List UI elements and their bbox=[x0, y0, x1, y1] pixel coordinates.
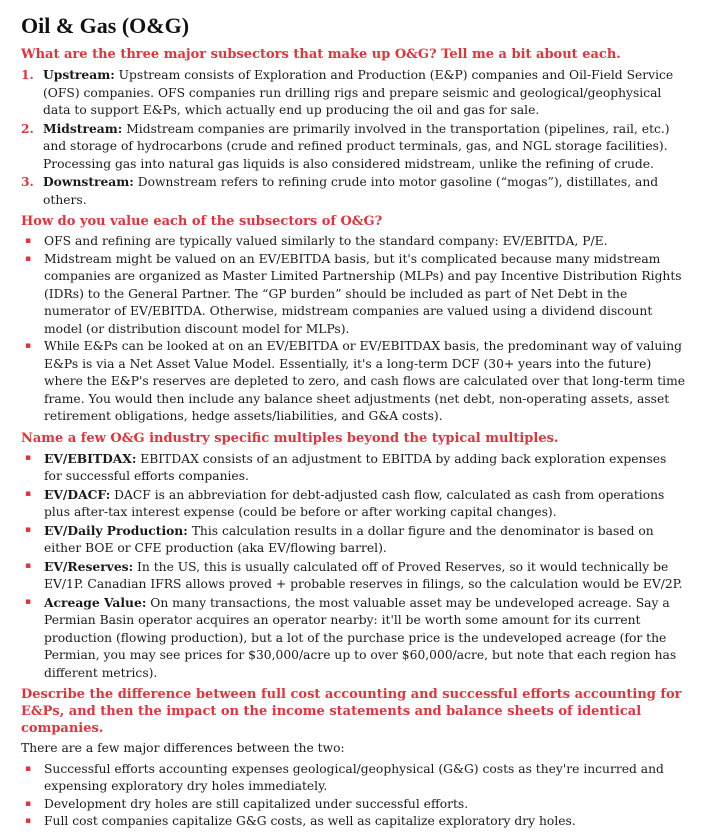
list-item bbox=[21, 251, 688, 339]
question-multiples: Name a few O&G industry specific multiples beyond the typical multiples. bbox=[21, 430, 559, 446]
item-text: Midstream companies are primarily involved in the transportation (pipelines, rail, etc.) and storage of hydrocarbons (crude and refined product terminals, gas, and NGL storage facilities). Processing gas into natural gas liquids is also considered midstream, unlike the refining of crude. bbox=[43, 121, 670, 171]
list-item bbox=[21, 813, 688, 831]
list-item bbox=[21, 120, 688, 174]
question-valuation: How do you value each of the subsectors of O&G? bbox=[21, 214, 383, 229]
list-item bbox=[21, 173, 688, 209]
bullet-icon: ▪ bbox=[25, 798, 32, 809]
item-text: Upstream consists of Exploration and Production (E&P) companies and Oil-Field Service (OFS) companies. OFS companies run drilling rigs and prepare seismic and geological/geophysical data to support E&Ps, which actually end up producing the oil and gas for sale. bbox=[43, 68, 674, 117]
item-text: While E&Ps can be looked at on an EV/EBITDA or EV/EBITDAX basis, the predominant way of valuing E&Ps is via a Net Asset Value Model. Essentially, it's a long-term DCF (30+ years into the future) where the E&P's reserves are depleted to zero, and cash flows are calculated over that long-term time frame. You would then include any balance sheet adjustments (net debt, non-operating assets, asset retirement obligations, hedge assets/liabilities, and G&A costs). bbox=[44, 339, 686, 423]
bullet-icon: ▪ bbox=[25, 341, 32, 351]
item-text: EBITDAX consists of an adjustment to EBITDA by adding back exploration expenses for successful efforts companies. bbox=[44, 451, 667, 483]
item-number: 1. bbox=[21, 67, 34, 82]
item-text: OFS and refining are typically valued similarly to the standard company: EV/EBITDA, P/E. bbox=[44, 234, 608, 248]
item-number: 2. bbox=[21, 120, 34, 136]
accounting-intro: There are a few major differences between the two: bbox=[21, 741, 345, 755]
item-term: EV/Daily Production: bbox=[44, 522, 188, 538]
bullet-icon: ▪ bbox=[25, 253, 32, 264]
item-term: EV/EBITDAX: bbox=[44, 450, 137, 466]
list-item bbox=[21, 522, 688, 558]
list-item bbox=[21, 761, 688, 796]
bullet-icon: ▪ bbox=[25, 452, 32, 463]
item-term: Midstream: bbox=[43, 120, 123, 136]
list-item bbox=[21, 486, 688, 522]
list-item bbox=[21, 796, 688, 814]
bullet-icon: ▪ bbox=[25, 816, 32, 826]
list-item bbox=[21, 594, 688, 683]
accounting-list bbox=[21, 761, 688, 831]
list-item bbox=[21, 338, 688, 426]
item-term: Downstream: bbox=[43, 174, 134, 189]
item-term: EV/DACF: bbox=[44, 486, 111, 502]
bullet-icon: ▪ bbox=[25, 488, 32, 499]
item-term: EV/Reserves: bbox=[44, 558, 134, 574]
list-item bbox=[21, 66, 688, 120]
bullet-icon: ▪ bbox=[25, 560, 32, 571]
item-term: Upstream: bbox=[43, 67, 115, 82]
page-title: Oil & Gas (O&G) bbox=[21, 13, 190, 38]
item-text: On many transactions, the most valuable asset may be undeveloped acreage. Say a Permian Basin operator acquires an operator nearby: it'll be worth some amount for its current production (flowing production), but a lot of the purchase price is the undeveloped acreage (for the Permian, you may see prices for $30,000/acre up to over $60,000/acre, but note that each region has different metrics). bbox=[44, 595, 677, 680]
list-item bbox=[21, 450, 688, 486]
item-number: 3. bbox=[21, 174, 34, 189]
bullet-icon: ▪ bbox=[25, 763, 32, 774]
list-item bbox=[21, 233, 688, 251]
item-text: In the US, this is usually calculated off of Proved Reserves, so it would technically be EV/1P. Canadian IFRS allows proved + probable reserves in filings, so the calculation would be EV/2P. bbox=[44, 559, 683, 591]
item-text: DACF is an abbreviation for debt-adjusted cash flow, calculated as cash from operations plus after-tax interest expense (could be before or after working capital changes). bbox=[44, 487, 665, 519]
bullet-icon: ▪ bbox=[25, 596, 32, 607]
question-accounting: Describe the difference between full cost accounting and successful efforts accounting for E&Ps, and then the impact on the income statements and balance sheets of identical companies. bbox=[21, 687, 682, 736]
list-item bbox=[21, 558, 688, 594]
item-text: This calculation results in a dollar figure and the denominator is based on either BOE or CFE production (aka EV/flowing barrel). bbox=[44, 523, 654, 555]
item-text: Successful efforts accounting expenses geological/geophysical (G&G) costs as they're incurred and expensing exploratory dry holes immediately. bbox=[44, 761, 664, 793]
item-text: Development dry holes are still capitalized under successful efforts. bbox=[44, 796, 469, 811]
item-text: Full cost companies capitalize G&G costs, as well as capitalize exploratory dry holes. bbox=[44, 814, 576, 828]
valuation-list bbox=[21, 233, 688, 426]
bullet-icon: ▪ bbox=[25, 524, 32, 535]
multiples-list bbox=[21, 450, 688, 683]
bullet-icon: ▪ bbox=[25, 236, 32, 246]
question-subsectors: What are the three major subsectors that make up O&G? Tell me a bit about each. bbox=[21, 47, 621, 62]
item-text: Midstream might be valued on an EV/EBITDA basis, but it's complicated because many midstream companies are organized as Master Limited Partnership (MLPs) and pay Incentive Distribution Rights (IDRs) to the General Partner. The “GP burden” should be included as part of Net Debt in the numerator of EV/EBITDA. Otherwise, midstream companies are valued using a dividend discount model (or distribution discount model for MLPs). bbox=[44, 251, 682, 336]
item-text: Downstream refers to refining crude into motor gasoline (“mogas”), distillates, and others. bbox=[43, 175, 659, 207]
subsectors-list bbox=[21, 66, 688, 209]
item-term: Acreage Value: bbox=[44, 594, 147, 610]
